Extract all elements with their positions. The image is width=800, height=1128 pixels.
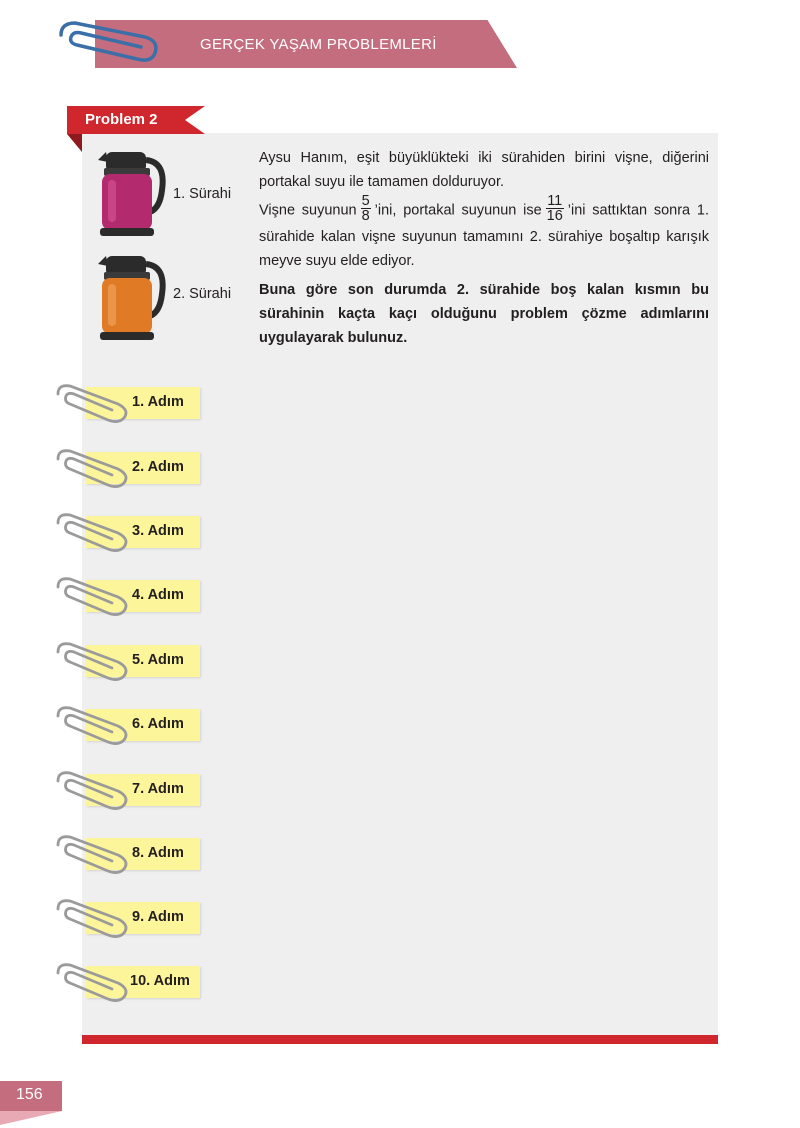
step-2 [54,445,214,495]
paperclip-icon [54,445,134,491]
fraction-eleven-sixteenths [546,194,564,223]
page-number: 156 [16,1086,43,1103]
problem-text-intro: Aysu Hanım, eşit büyüklükteki iki sürahiden birini vişne, diğerini portakal suyu ile tamamen dolduruyor. [259,150,709,190]
step-label: 1. Adım [132,394,184,410]
problem-question: Buna göre son durumda 2. sürahide boş kalan kısmın bu sürahinin kaçta kaçı olduğunu problem çözme adımlarını uygulayarak bulunuz. [259,282,709,346]
pitcher-icon [96,252,168,344]
problem-label: Problem 2 [85,111,158,128]
fraction-denominator: 16 [546,208,563,224]
step-label: 8. Adım [132,845,184,861]
step-7 [54,767,214,817]
paperclip-icon [54,702,134,748]
text-segment: ’ini, portakal suyunun ise [374,202,542,219]
paperclip-icon [54,638,134,684]
step-8 [54,831,214,881]
step-9 [54,895,214,945]
paperclip-icon [54,509,134,555]
pitcher-2-label: 2. Sürahi [173,286,232,302]
step-6 [54,702,214,752]
paperclip-icon [54,573,134,619]
step-10 [54,959,214,1009]
step-label: 10. Adım [130,973,190,989]
step-label: 3. Adım [132,523,184,539]
bottom-rule [82,1035,718,1044]
step-label: 7. Adım [132,781,184,797]
fraction-denominator: 8 [361,208,370,224]
text-segment: Vişne suyunun [259,202,357,219]
header-title: GERÇEK YAŞAM PROBLEMLERİ [200,36,437,53]
paperclip-icon [54,959,134,1005]
step-4 [54,573,214,623]
paperclip-icon [54,767,134,813]
step-3 [54,509,214,559]
step-label: 6. Adım [132,716,184,732]
step-label: 2. Adım [132,459,184,475]
step-5 [54,638,214,688]
text-segment: ’ini sattıktan sonra 1. sürahide kalan vişne suyunun tamamını 2. sürahiye boşaltıp karışık meyve suyu elde ediyor. [259,202,709,269]
paperclip-icon [55,15,165,65]
paperclip-icon [54,895,134,941]
pitcher-icon [96,148,168,240]
problem-text-body [259,193,709,273]
paperclip-icon [54,380,134,426]
step-label: 5. Adım [132,652,184,668]
page-tab-tail [0,1111,62,1125]
fraction-five-eighths [361,194,371,223]
step-label: 9. Adım [132,909,184,925]
fraction-numerator: 5 [361,193,370,209]
paperclip-icon [54,831,134,877]
pitcher-1-label: 1. Sürahi [173,186,232,202]
step-1 [54,380,214,430]
fraction-numerator: 11 [547,193,563,209]
step-label: 4. Adım [132,587,184,603]
